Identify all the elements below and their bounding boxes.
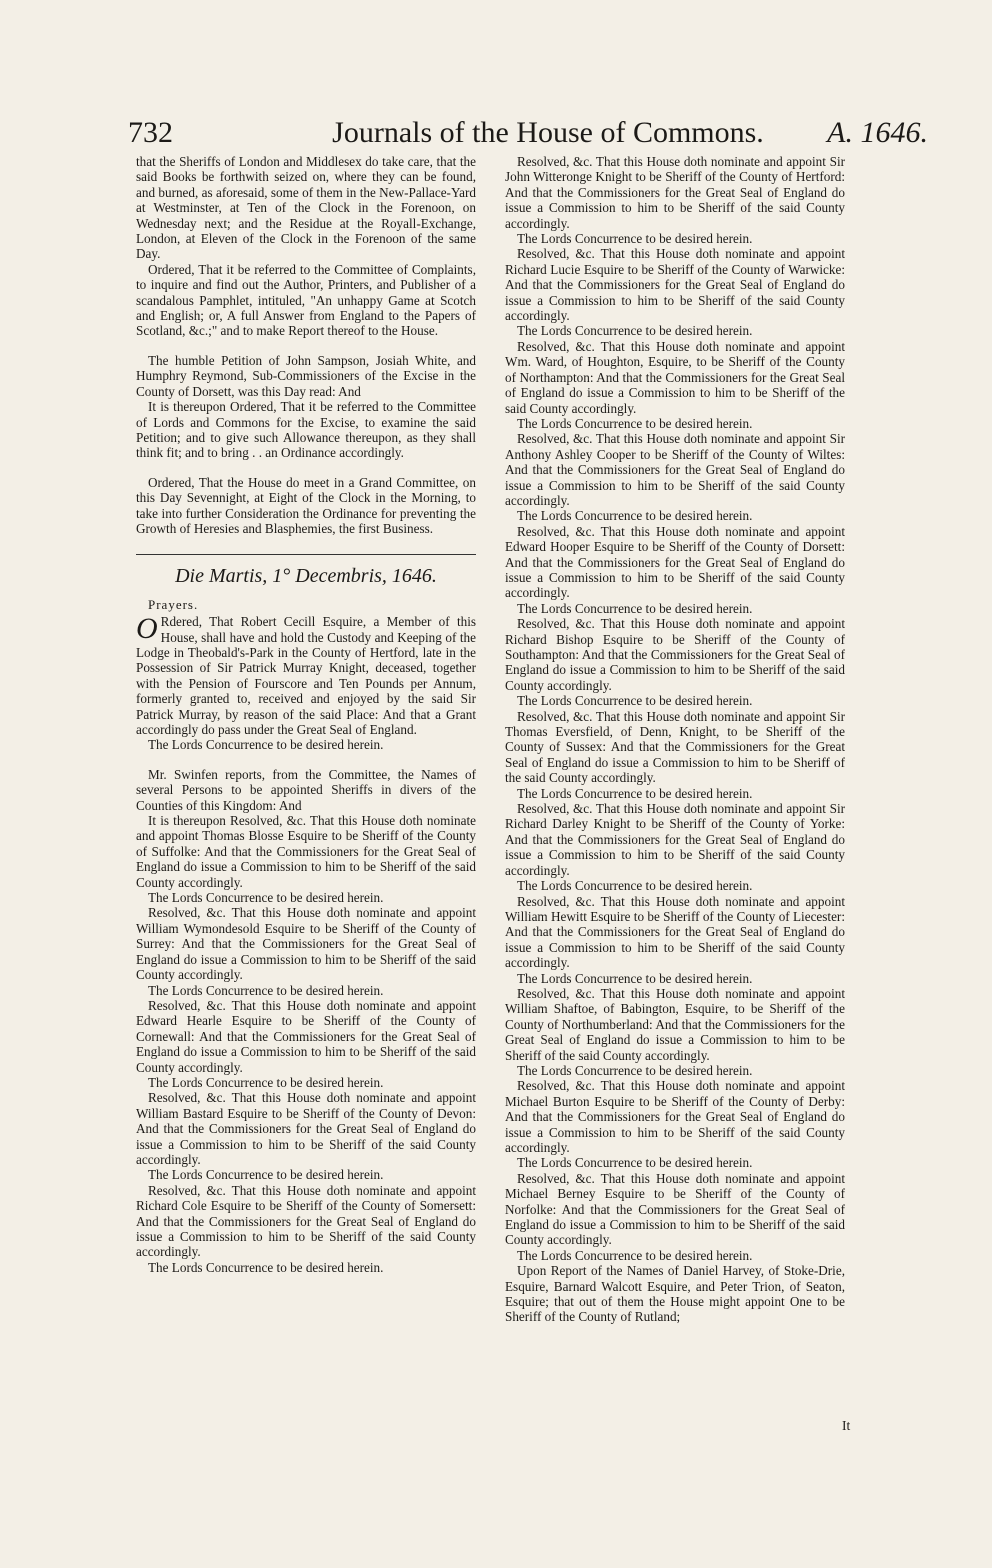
concurrence-line: The Lords Concurrence to be desired herein.: [148, 1167, 384, 1183]
concurrence-line: The Lords Concurrence to be desired herein.: [517, 1155, 753, 1171]
paragraph: Resolved, &c. That this House doth nominate and appoint William Hewitt Esquire to be Sheriff of the County of Liecester: And that the Commissioners for the Great Seal of England do issue a Commission to him to be Sheriff of the said County accordingly.: [505, 893, 845, 971]
page-year: A. 1646.: [827, 116, 928, 149]
right-column: [505, 154, 845, 1325]
concurrence-line: The Lords Concurrence to be desired herein.: [517, 231, 753, 247]
paragraph: Resolved, &c. That this House doth nominate and appoint Edward Hearle Esquire to be Sheriff of the County of Cornewall: And that the Commissioners for the Great Seal of England do issue a Commission to him to be Sheriff of the said County accordingly.: [136, 997, 476, 1075]
concurrence-line: The Lords Concurrence to be desired herein.: [148, 1074, 384, 1090]
concurrence-line: The Lords Concurrence to be desired herein.: [148, 737, 384, 753]
concurrence-line: The Lords Concurrence to be desired herein.: [517, 785, 753, 801]
paragraph: Resolved, &c. That this House doth nominate and appoint William Wymondesold Esquire to be Sheriff of the County of Surrey: And that the Commissioners for the Great Seal of England do issue a Commission to him to be Sheriff of the said County accordingly.: [136, 905, 476, 983]
paragraph: It is thereupon Ordered, That it be referred to the Committee of Lords and Commons for the Excise, to examine the said Petition; and to give such Allowance thereupon, as they shall think fit; and to bring . . an Ordinance accordingly.: [136, 399, 476, 461]
paragraph: Resolved, &c. That this House doth nominate and appoint Sir Anthony Ashley Cooper to be Sheriff of the County of Wiltes: And that the Commissioners for the Great Seal of England do issue a Commission to him to be Sheriff of the said County accordingly.: [505, 431, 845, 508]
concurrence-line: The Lords Concurrence to be desired herein.: [517, 415, 753, 431]
page-title: Journals of the House of Commons.: [332, 116, 764, 149]
paragraph: Resolved, &c. That this House doth nominate and appoint Sir Richard Darley Knight to be Sheriff of the County of Yorke: And that the Commissioners for the Great Seal of England do issue a Commission to him to be Sheriff of the said County accordingly.: [505, 801, 845, 878]
paragraph: Resolved, &c. That this House doth nominate and appoint Michael Burton Esquire to be Sheriff of the County of Derby: And that the Commissioners for the Great Seal of England do issue a Commission to him to be Sheriff of the said County accordingly.: [505, 1078, 845, 1155]
paragraph: Resolved, &c. That this House doth nominate and appoint Michael Berney Esquire to be Sheriff of the County of Norfolke: And that the Commissioners for the Great Seal of England do issue a Commission to him to be Sheriff of the said County accordingly.: [505, 1170, 845, 1248]
paragraph: Resolved, &c. That this House doth nominate and appoint Edward Hooper Esquire to be Sheriff of the County of Dorsett: And that the Commissioners for the Great Seal of England do issue a Commission to him to be Sheriff of the said County accordingly.: [505, 523, 845, 601]
concurrence-line: The Lords Concurrence to be desired herein.: [517, 878, 753, 894]
concurrence-line: The Lords Concurrence to be desired herein.: [517, 508, 753, 524]
concurrence-line: The Lords Concurrence to be desired herein.: [517, 600, 753, 616]
running-header: [128, 112, 928, 158]
section-divider: [136, 554, 476, 555]
date-heading: Die Martis, 1° Decembris, 1646.: [175, 565, 437, 588]
paragraph: Resolved, &c. That this House doth nominate and appoint Richard Bishop Esquire to be Sheriff of the County of Southampton: And that the Commissioners for the Great Seal of England do issue a Commission to him to be Sheriff of the said County accordingly.: [505, 616, 845, 693]
paragraph: It is thereupon Resolved, &c. That this House doth nominate and appoint Thomas Blosse Esquire to be Sheriff of the County of Suffolke: And that the Commissioners for the Great Seal of England do issue a Commission to him to be Sheriff of the said County accordingly.: [136, 813, 476, 890]
concurrence-line: The Lords Concurrence to be desired herein.: [517, 323, 753, 339]
catchword: It: [842, 1418, 851, 1433]
paragraph: Resolved, &c. That this House doth nominate and appoint William Bastard Esquire to be Sheriff of the County of Devon: And that the Commissioners for the Great Seal of England do issue a Commission to him to be Sheriff of the said County accordingly.: [136, 1090, 476, 1167]
prayers-heading: Prayers.: [148, 596, 199, 612]
paragraph: The humble Petition of John Sampson, Josiah White, and Humphry Reymond, Sub-Commissioners of the Excise in the County of Dorsett, was this Day read: And: [136, 352, 476, 399]
paragraph: that the Sheriffs of London and Middlesex do take care, that the said Books be forthwith seized on, where they can be found, and burned, as aforesaid, some of them in the New-Pallace-Yard at Westminster, at Ten of the Clock in the Forenoon, on Wednesday next; and the Residue at the Royall-Exchange, London, at Eleven of the Clock in the Forenoon of the same Day.: [136, 154, 476, 262]
paragraph: Resolved, &c. That this House doth nominate and appoint William Shaftoe, of Babington, Esquire, to be Sheriff of the County of Northumberland: And that the Commissioners for the Great Seal of England do issue a Commission to him to be Sheriff of the said County accordingly.: [505, 985, 845, 1063]
left-column: [136, 154, 476, 1275]
paragraph: Resolved, &c. That this House doth nominate and appoint Sir John Witteronge Knight to be Sheriff of the County of Hertford: And that the Commissioners for the Great Seal of England do issue a Commission to him to be Sheriff of the said County accordingly.: [505, 154, 845, 231]
paragraph: Upon Report of the Names of Daniel Harvey, of Stoke-Drie, Esquire, Barnard Walcott Esquire, and Peter Trion, of Seaton, Esquire; that out of them the House might appoint One to be Sheriff of the County of Rutland;: [505, 1263, 845, 1325]
paragraph: Resolved, &c. That this House doth nominate and appoint Wm. Ward, of Houghton, Esquire, to be Sheriff of the County of Northampton: And that the Commissioners for the Great Seal of England do issue a Commission to him to be Sheriff of the said County accordingly.: [505, 338, 845, 416]
paragraph: Resolved, &c. That this House doth nominate and appoint Richard Lucie Esquire to be Sheriff of the County of Warwicke: And that the Commissioners for the Great Seal of England do issue a Commission to him to be Sheriff of the said County accordingly.: [505, 246, 845, 324]
concurrence-line: The Lords Concurrence to be desired herein.: [517, 1247, 753, 1263]
concurrence-line: The Lords Concurrence to be desired herein.: [148, 890, 384, 906]
paragraph-text: Rdered, That Robert Cecill Esquire, a Member of this House, shall have and hold the Custody and Keeping of the Lodge in Theobald's-Park in the County of Hertford, late in the Possession of Sir Patrick Murray Knight, deceased, together with the Pension of Fourscore and Ten Pounds per Annum, formerly granted to, received and enjoyed by the said Sir Patrick Murray, by reason of the said Place: And that a Grant accordingly do pass under the Great Seal of England.: [136, 614, 476, 737]
paragraph: Resolved, &c. That this House doth nominate and appoint Sir Thomas Eversfield, of Denn, Knight, to be Sheriff of the County of Sussex: And that the Commissioners for the Great Seal of England do issue a Commission to him to be Sheriff of the said County accordingly.: [505, 708, 845, 786]
paragraph: Resolved, &c. That this House doth nominate and appoint Richard Cole Esquire to be Sheriff of the County of Somersett: And that the Commissioners for the Great Seal of England do issue a Commission to him to be Sheriff of the said County accordingly.: [136, 1182, 476, 1260]
paragraph: Ordered, That the House do meet in a Grand Committee, on this Day Sevennight, at Eight of the Clock in the Morning, to take into further Consideration the Ordinance for preventing the Growth of Heresies and Blasphemies, the first Business.: [136, 474, 476, 536]
concurrence-line: The Lords Concurrence to be desired herein.: [517, 693, 753, 709]
concurrence-line: The Lords Concurrence to be desired herein.: [148, 1259, 384, 1275]
concurrence-line: The Lords Concurrence to be desired herein.: [517, 1062, 753, 1078]
concurrence-line: The Lords Concurrence to be desired herein.: [148, 982, 384, 998]
page-number: 732: [128, 116, 173, 149]
paragraph: [136, 614, 476, 737]
paragraph: Mr. Swinfen reports, from the Committee, the Names of several Persons to be appointed Sheriffs in divers of the Counties of this Kingdom: And: [136, 766, 476, 813]
concurrence-line: The Lords Concurrence to be desired herein.: [517, 970, 753, 986]
drop-cap: O: [136, 612, 158, 646]
paragraph: Ordered, That it be referred to the Committee of Complaints, to inquire and find out the Author, Printers, and Publisher of a scandalous Pamphlet, intituled, "An unhappy Game at Scotch and English; or, A full Answer from England to the Papers of Scotland, &c.;" and to make Report thereof to the House.: [136, 261, 476, 339]
